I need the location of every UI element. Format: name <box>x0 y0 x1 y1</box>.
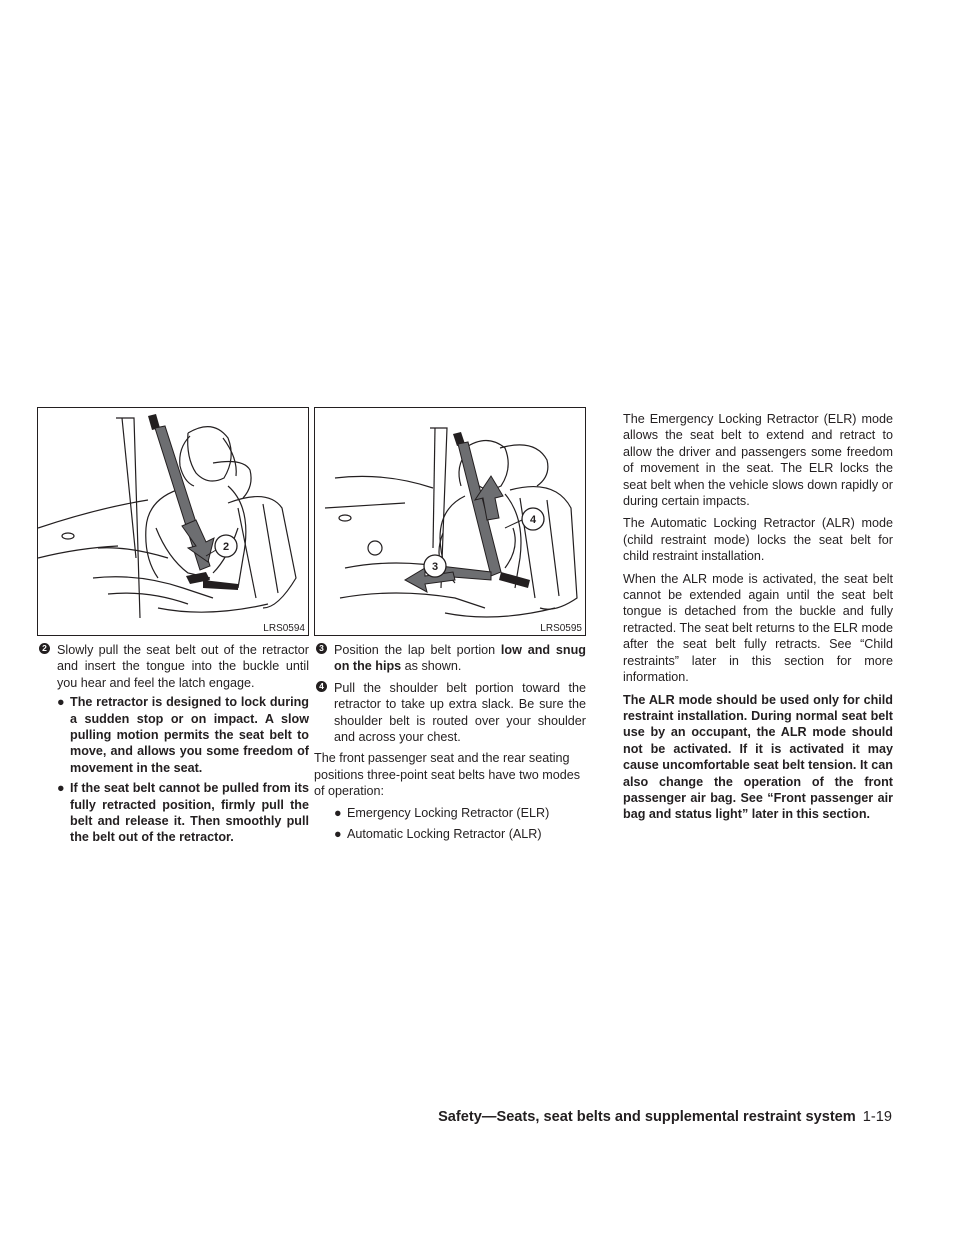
step-number-2: 2 <box>39 643 50 654</box>
callout-2: 2 <box>222 541 230 553</box>
mode-text: Emergency Locking Retractor (ELR) <box>347 805 550 820</box>
middle-column <box>314 407 586 842</box>
left-column <box>37 407 309 846</box>
bullet-item <box>37 694 309 776</box>
step-3 <box>314 642 586 675</box>
step-number-3: 3 <box>316 643 327 654</box>
paragraph-alr: The Automatic Locking Retractor (ALR) mode (child restraint mode) locks the seat belt for child restraint installation. <box>623 516 893 564</box>
bullet-dot: ● <box>334 827 342 842</box>
mode-item <box>314 805 586 821</box>
bullet-item <box>37 780 309 846</box>
step-3-text <box>334 642 586 675</box>
figure-code: LRS0595 <box>540 623 582 634</box>
mode-text: Automatic Locking Retractor (ALR) <box>347 827 542 842</box>
bullet-dot: ● <box>57 695 65 710</box>
step-3-lead: Position the lap belt portion <box>334 643 501 657</box>
step-4-text: Pull the shoulder belt portion toward the retractor to take up extra slack. Be sure the shoulder belt is routed over your shoulder and across your chest. <box>334 680 586 745</box>
section-title: Safety—Seats, seat belts and supplemental restraint system <box>438 1109 856 1125</box>
paragraph-elr: The Emergency Locking Retractor (ELR) mode allows the seat belt to extend and retract to allow the driver and passengers some freedom of movement in the seat. The ELR locks the seat belt when the vehicle slows down rapidly or during certain impacts. <box>623 412 893 509</box>
mode-item <box>314 826 586 842</box>
step-3-tail: as shown. <box>401 659 462 674</box>
callout-4: 4 <box>529 514 537 526</box>
step-2-text: Slowly pull the seat belt out of the retractor and insert the tongue into the buckle until you hear and feel the latch engage. <box>57 643 309 690</box>
page-number: 1-19 <box>862 1109 892 1125</box>
bullet-dot: ● <box>57 781 65 796</box>
figure-seatbelt-tighten <box>314 407 586 636</box>
bullet-dot: ● <box>334 805 342 820</box>
figure-code: LRS0594 <box>263 623 305 634</box>
callout-3: 3 <box>431 561 439 573</box>
paragraph-alr-activation: When the ALR mode is activated, the seat belt cannot be extended again until the seat belt tongue is detached from the buckle and fully retracted. The seat belt returns to the ELR mode after the seat belt fully retracts. See “Child restraints” later in this section for more information. <box>623 571 893 685</box>
bullet-text: The retractor is designed to lock during a sudden stop or on impact. A slow pulling motion permits the seat belt to move, and allows you some freedom of movement in the seat. <box>70 695 309 775</box>
illustration-lap-shoulder-belt <box>315 408 585 635</box>
step-2 <box>37 642 309 691</box>
bullet-text: If the seat belt cannot be pulled from its fully retracted position, firmly pull the belt and release it. Then smoothly pull the belt out of the retractor. <box>70 781 309 845</box>
page-footer <box>422 1109 892 1125</box>
step-number-4: 4 <box>316 681 327 692</box>
illustration-buckle-seatbelt <box>38 408 308 635</box>
step-4 <box>314 680 586 746</box>
right-column <box>623 411 893 823</box>
step-3-emphasis: low and snug on the hips <box>334 643 586 674</box>
warning-alr-usage: The ALR mode should be used only for child restraint installation. During normal seat belt use by an occupant, the ALR mode should not be activated. If it is activated it may cause uncomfortable seat belt tension. It can also change the operation of the front passenger air bag. See “Front passenger air bag and status light” later in this section. <box>623 692 893 822</box>
figure-seatbelt-buckle <box>37 407 309 636</box>
modes-intro: The front passenger seat and the rear seating positions three-point seat belts have two modes of operation: <box>314 751 581 799</box>
